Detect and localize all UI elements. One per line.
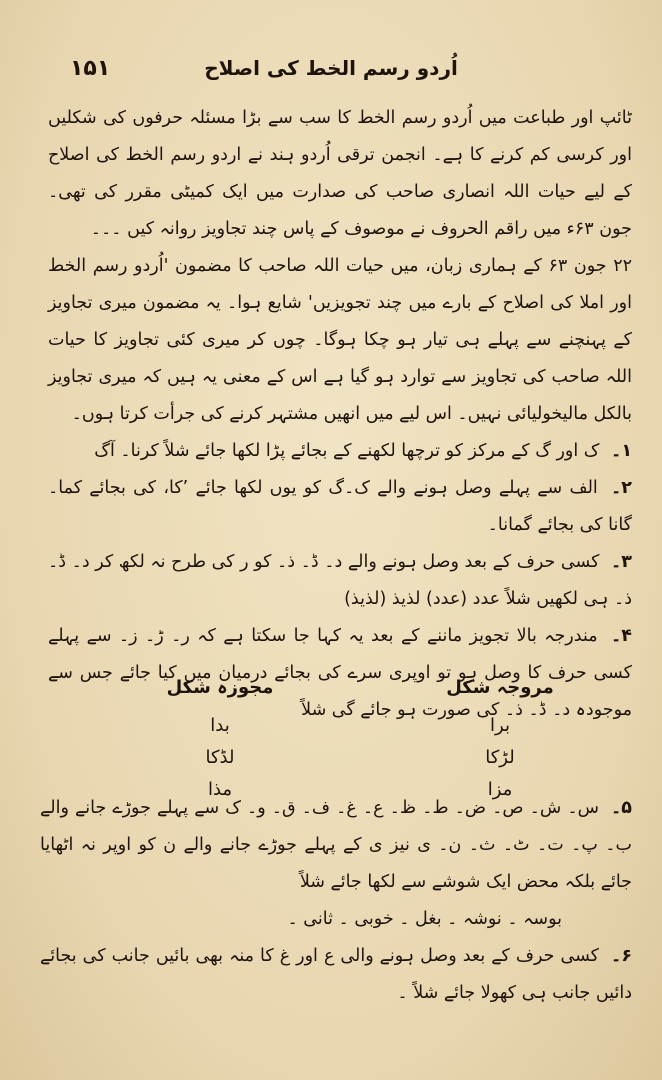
- article-body-continued: [40, 790, 632, 1012]
- proposed-form: مذا: [207, 779, 233, 800]
- proposed-form: لڈکا: [205, 747, 235, 768]
- proposed-forms-column: [160, 666, 280, 806]
- proposal-item-5: [40, 790, 632, 901]
- current-form: برا: [490, 715, 510, 736]
- proposed-form: بدا: [210, 715, 230, 736]
- intro-paragraph-2: ۲۲ جون ۶۳ کے ہماری زبان، میں حیات اللہ صاحب کا مضمون 'اُردو رسم الخط اور املا کی اصلاح کے بارے میں چند تجویزیں' شایع ہوا۔ یہ مضمون میری تجاویز کے پہنچنے سے پہلے ہی تیار ہو چکا ہوگا۔ چوں کر میری کئی تجاویز کا حیات اللہ صاحب کی تجاویز سے توارد ہو گیا ہے اس کے معنی یہ ہیں کہ میری تجاویز بالکل مالیخولیائی نہیں۔ اس لیے میں انھیں مشتہر کرنے کی جرأت کرتا ہوں۔: [48, 256, 632, 424]
- page-header: [0, 50, 662, 90]
- current-form: مزا: [487, 779, 513, 800]
- page-number: ۱۵۱: [70, 56, 111, 81]
- proposal-item-6: [40, 938, 632, 1012]
- proposal-number: ۲۔: [611, 478, 632, 498]
- examples-text: بوسہ ۔ نوشہ ۔ بغل ۔ خوبی ۔ ثانی ۔: [287, 909, 562, 929]
- proposal-number: ۴۔: [611, 626, 632, 646]
- proposal-text: ک اور گ کے مرکز کو ترچھا لکھنے کے بجائے پڑا لکھا جائے شلاً کرنا۔ آگ: [94, 441, 600, 461]
- proposal-item-1: [48, 433, 632, 470]
- proposal-text: الف سے پہلے وصل ہونے والے ک۔گ کو یوں لکھا جائے ’کا، کی بجائے کما۔ گانا کی بجائے گمانا۔: [48, 478, 632, 535]
- proposal-number: ۵۔: [611, 798, 632, 818]
- proposal-text: کسی حرف کے بعد وصل ہونے والی ع اور غ کا منہ بھی بائیں جانب کی بجائے دائیں جانب ہی کھولا جائے شلاً ۔: [40, 946, 632, 1003]
- proposal-text: مندرجہ بالا تجویز ماننے کے بعد یہ کہا جا سکتا ہے کہ ر۔ ڑ۔ ز۔ سے پہلے کسی حرف کا وصل ہو تو اوپری سرے کی بجائے درمیان میں کیا جائے جس سے موجودہ د۔ ڈ۔ ذ۔ کی صورت ہو جائے گی شلاً: [48, 626, 632, 720]
- proposal-number: ۱۔: [611, 441, 632, 461]
- intro-paragraph-1: ٹائپ اور طباعت میں اُردو رسم الخط کا سب سے بڑا مسئلہ حرفوں کی شکلیں اور کرسی کم کرنے کا ہے۔ انجمن ترقی اُردو ہند نے اردو رسم الخط کی اصلاح کے لیے حیات اللہ انصاری صاحب کی صدارت میں ایک کمیٹی مقرر کی تھی۔ جون ۶۳ء میں راقم الحروف نے موصوف کے پاس چند تجاویز روانہ کیں ۔۔۔: [48, 108, 632, 239]
- current-form: لڑکا: [485, 747, 515, 768]
- proposal-number: ۳۔: [611, 552, 632, 572]
- proposal-item-3: [48, 544, 632, 618]
- proposal-number: ۶۔: [611, 946, 632, 966]
- proposed-forms-header: مجوزہ شکل: [166, 677, 274, 698]
- current-forms-column: [440, 666, 560, 806]
- proposal-item-2: [48, 470, 632, 544]
- proposal-text: کسی حرف کے بعد وصل ہونے والے د۔ ڈ۔ ذ۔ کو ر کی طرح نہ لکھ کر د۔ ڈ۔ ذ۔ ہی لکھیں شلاً عدد (عدد) لذیذ (لذیذ): [48, 552, 632, 609]
- running-title: اُردو رسم الخط کی اصلاح: [204, 56, 458, 80]
- letter-forms-table: [120, 666, 560, 800]
- current-forms-header: مروجہ شکل: [446, 677, 554, 698]
- proposal-text: س۔ ش۔ ص۔ ض۔ ط۔ ظ۔ ع۔ غ۔ ف۔ ق۔ و۔ ک سے پہلے جوڑے جانے والے ب۔ پ۔ ت۔ ٹ۔ ث۔ ن۔ ی نیز ی کے پہلے جوڑے جانے والے ن کو اوپر نہ اٹھایا جائے بلکہ محض ایک شوشے سے لکھا جائے شلاً: [40, 798, 632, 892]
- proposal-examples: [40, 901, 632, 938]
- article-body: [48, 100, 632, 729]
